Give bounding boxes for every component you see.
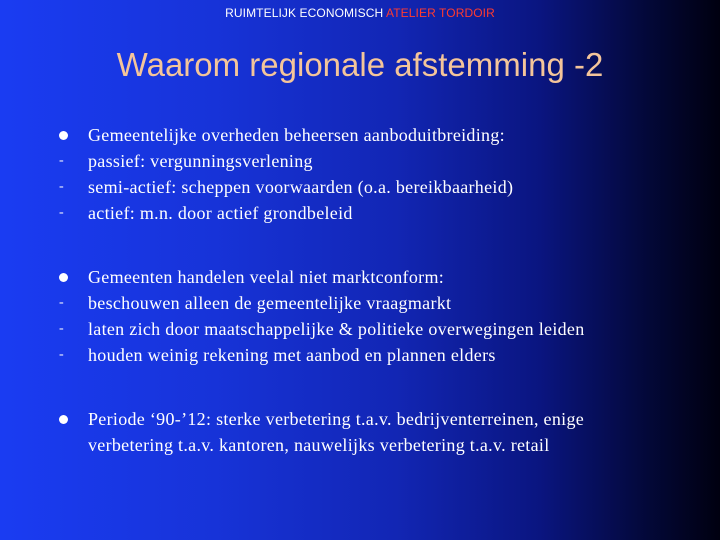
sub-item-text: actief: m.n. door actief grondbeleid [88,203,353,223]
sub-list-item [58,316,658,342]
bullet-text-continued: verbetering t.a.v. kantoren, nauwelijks verbetering t.a.v. retail [88,435,550,455]
bullet-icon [58,122,88,148]
sub-item-text: beschouwen alleen de gemeentelijke vraagmarkt [88,293,452,313]
sub-list-item [58,174,658,200]
sub-list-item [58,148,658,174]
sub-list-item [58,290,658,316]
dash-icon: - [59,321,64,336]
bullet-icon [58,264,88,290]
header-prefix: RUIMTELIJK ECONOMISCH [225,6,384,20]
list-item [58,406,658,432]
list-item-continuation [58,432,658,458]
dash-icon: - [59,205,64,220]
list-item [58,122,658,148]
sub-item-text: passief: vergunningsverlening [88,151,313,171]
sub-list-item [58,342,658,368]
bullet-text: Gemeenten handelen veelal niet marktconform: [88,267,445,287]
header-accent: ATELIER TORDOIR [386,6,495,20]
bullet-list [58,122,658,458]
bullet-icon [58,406,88,432]
dash-icon: - [59,347,64,362]
sub-item-text: laten zich door maatschappelijke & politieke overwegingen leiden [88,319,585,339]
bullet-text: Gemeentelijke overheden beheersen aanboduitbreiding: [88,125,505,145]
dash-icon: - [59,295,64,310]
slide-header [0,6,720,20]
dash-icon: - [59,179,64,194]
list-item [58,264,658,290]
sub-item-text: houden weinig rekening met aanbod en plannen elders [88,345,496,365]
slide-title: Waarom regionale afstemming -2 [116,46,604,83]
dash-icon: - [59,153,64,168]
bullet-text: Periode ‘90-’12: sterke verbetering t.a.v. bedrijventerreinen, enige [88,409,585,429]
sub-list-item [58,200,658,226]
sub-item-text: semi-actief: scheppen voorwaarden (o.a. bereikbaarheid) [88,177,514,197]
